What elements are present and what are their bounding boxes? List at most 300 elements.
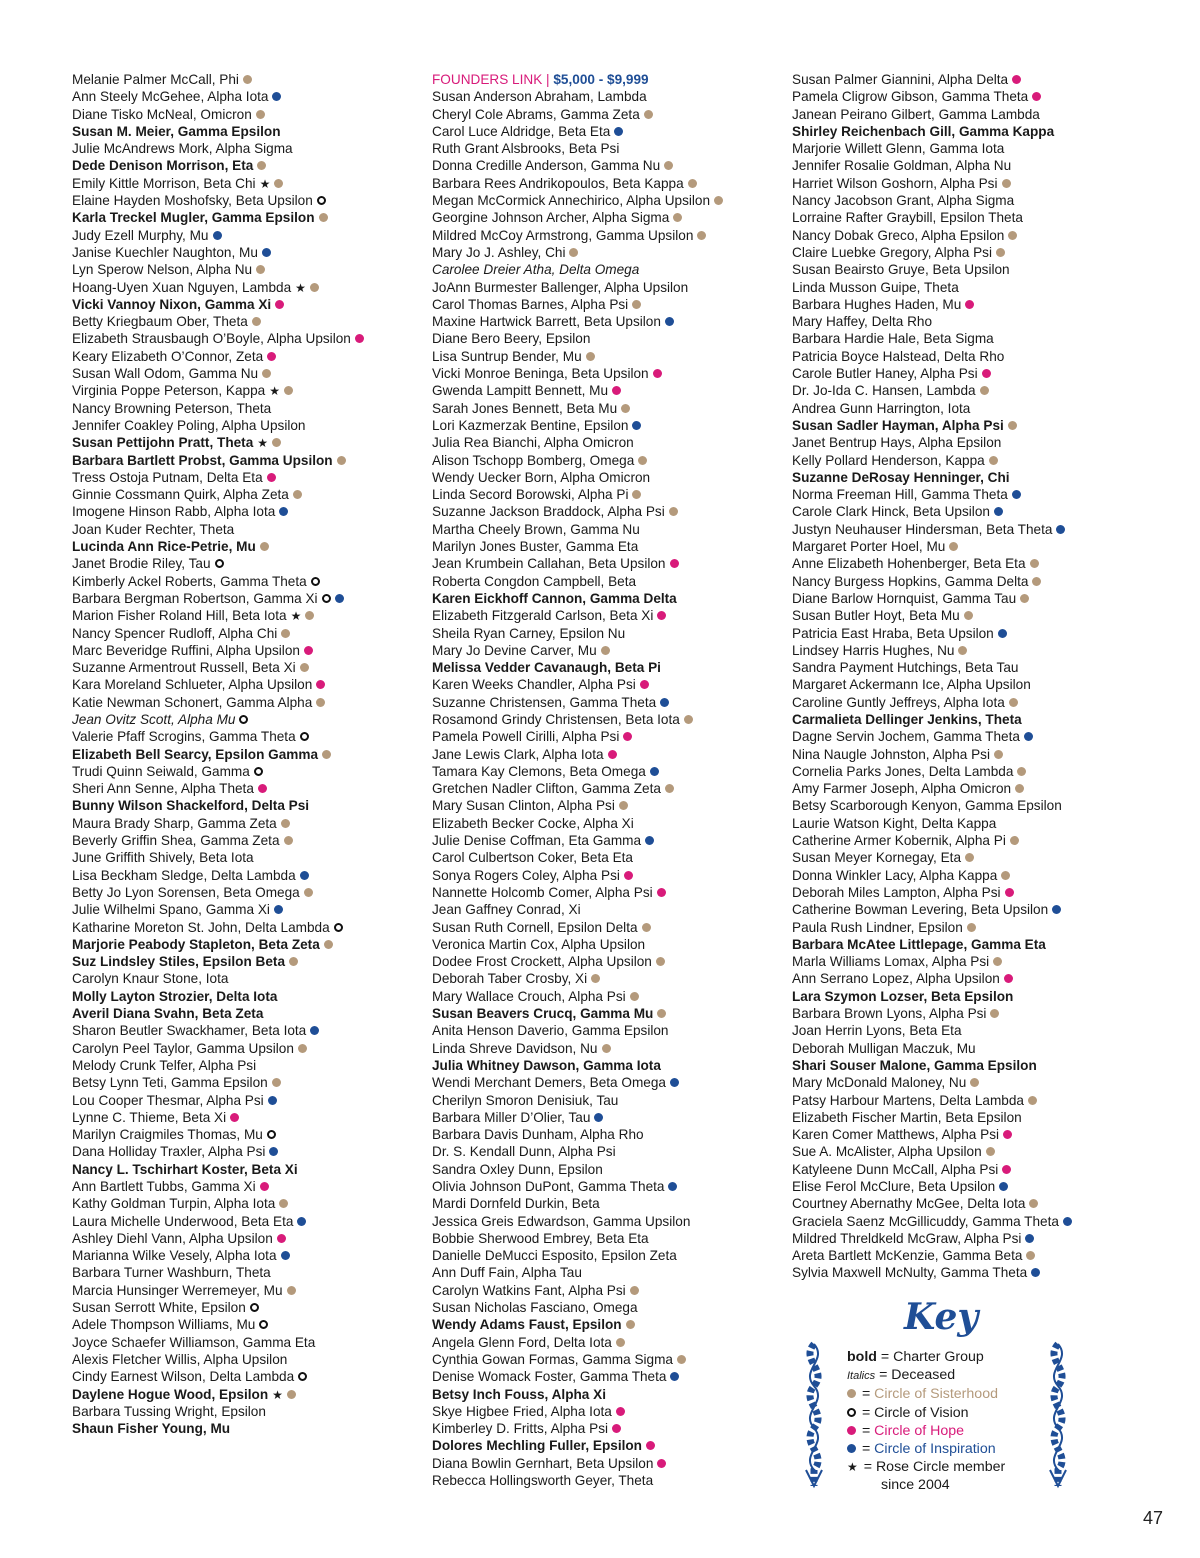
donor-entry	[72, 313, 364, 330]
donor-name: Lyn Sperow Nelson, Alpha Nu	[72, 262, 253, 278]
donor-entry	[72, 88, 364, 105]
donor-name: Shari Souser Malone, Gamma Epsilon	[792, 1057, 1037, 1073]
donor-name: Barbara Bergman Robertson, Gamma Xi	[72, 590, 318, 606]
donor-entry	[432, 1316, 723, 1333]
donor-entry	[792, 521, 1072, 538]
donor-name: Denise Womack Foster, Gamma Theta	[432, 1369, 667, 1385]
donor-entry	[792, 1057, 1072, 1074]
circle-of-inspiration-icon	[670, 1372, 679, 1381]
circle-of-sisterhood-icon	[714, 196, 723, 205]
circle-of-inspiration-icon	[1025, 1234, 1034, 1243]
donor-name: Olivia Johnson DuPont, Gamma Theta	[432, 1179, 665, 1194]
donor-entry	[72, 555, 364, 572]
donor-name: Elizabeth Becker Cocke, Alpha Xi	[432, 815, 634, 831]
donor-name: Shirley Reichenbach Gill, Gamma Kappa	[792, 123, 1055, 139]
donor-column-1	[72, 71, 364, 1437]
donor-name: Carolee Dreier Atha, Delta Omega	[432, 262, 640, 278]
key-description: Circle of Inspiration	[874, 1441, 996, 1458]
circle-of-sisterhood-icon	[996, 248, 1005, 257]
donor-entry	[72, 694, 364, 711]
donor-name: Diane Bero Beery, Epsilon	[432, 331, 591, 347]
donor-entry	[432, 365, 723, 382]
circle-of-hope-icon	[657, 611, 666, 620]
donor-entry	[792, 1092, 1072, 1109]
donor-name: Wendi Merchant Demers, Beta Omega	[432, 1075, 666, 1091]
donor-entry	[432, 417, 723, 434]
circle-of-hope-icon	[267, 352, 276, 361]
donor-entry	[432, 1282, 723, 1299]
donor-entry	[72, 503, 364, 520]
donor-name: Pamela Cligrow Gibson, Gamma Theta	[792, 89, 1029, 105]
donor-entry	[432, 1213, 723, 1230]
donor-name: Catherine Armer Kobernik, Alpha Pi	[792, 833, 1006, 849]
donor-entry	[432, 625, 723, 642]
donor-entry	[792, 400, 1072, 417]
donor-name: Janet Brodie Riley, Tau	[72, 556, 211, 572]
key-legend	[792, 1296, 1082, 1496]
key-row	[847, 1458, 1005, 1476]
donor-entry	[792, 348, 1072, 365]
circle-of-sisterhood-icon	[289, 957, 298, 966]
key-description: Circle of Hope	[874, 1422, 965, 1439]
donor-entry	[792, 313, 1072, 330]
donor-name: Amy Farmer Joseph, Alpha Omicron	[792, 781, 1012, 797]
donor-entry	[72, 573, 364, 590]
donor-name: Julie Wilhelmi Spano, Gamma Xi	[72, 902, 270, 918]
donor-entry	[792, 936, 1072, 953]
donor-name: Lisa Beckham Sledge, Delta Lambda	[72, 867, 296, 883]
donor-entry	[792, 296, 1072, 313]
donor-name: Janean Peirano Gilbert, Gamma Lambda	[792, 106, 1040, 122]
circle-of-hope-icon	[657, 1459, 666, 1468]
donor-entry	[432, 659, 723, 676]
circle-of-sisterhood-icon	[300, 663, 309, 672]
donor-entry	[72, 140, 364, 157]
donor-entry	[792, 849, 1072, 866]
donor-name: Carole Clark Hinck, Beta Upsilon	[792, 504, 990, 520]
circle-of-inspiration-icon	[994, 507, 1003, 516]
donor-entry	[72, 1092, 364, 1109]
rope-ornament-right-icon	[1042, 1340, 1074, 1490]
key-style-sample: Italics	[847, 1370, 876, 1383]
donor-entry	[432, 1178, 723, 1195]
donor-entry	[432, 901, 723, 918]
donor-name: Veronica Martin Cox, Alpha Upsilon	[432, 936, 646, 952]
donor-name: Caroline Guntly Jeffreys, Alpha Iota	[792, 694, 1005, 710]
donor-name: Janet Bentrup Hays, Alpha Epsilon	[792, 435, 1002, 451]
donor-name: Joan Kuder Rechter, Theta	[72, 521, 235, 537]
circle-of-sisterhood-icon	[256, 265, 265, 274]
donor-name: Karen Weeks Chandler, Alpha Psi	[432, 677, 636, 693]
donor-name: Joyce Schaefer Williamson, Gamma Eta	[72, 1334, 316, 1350]
donor-name: Justyn Neuhauser Hindersman, Beta Theta	[792, 521, 1053, 537]
circle-of-sisterhood-icon	[657, 1009, 666, 1018]
donor-entry	[72, 590, 364, 607]
donor-entry	[432, 1386, 723, 1403]
donor-entry	[72, 538, 364, 555]
donor-entry	[432, 244, 723, 261]
donor-name: Karen Comer Matthews, Alpha Psi	[792, 1127, 1000, 1143]
donor-entry	[432, 521, 723, 538]
circle-of-hope-icon	[982, 369, 991, 378]
donor-name: Kelly Pollard Henderson, Kappa	[792, 452, 985, 468]
donor-name: Patsy Harbour Martens, Delta Lambda	[792, 1092, 1024, 1108]
donor-entry	[792, 1264, 1072, 1281]
circle-of-sisterhood-icon	[337, 456, 346, 465]
key-equals: =	[875, 1367, 892, 1384]
donor-name: Tress Ostoja Putnam, Delta Eta	[72, 469, 263, 485]
donor-entry	[432, 642, 723, 659]
donor-name: Sue A. McAlister, Alpha Upsilon	[792, 1144, 982, 1160]
donor-entry	[792, 555, 1072, 572]
donor-name: Suzanne Jackson Braddock, Alpha Psi	[432, 504, 665, 520]
donor-entry	[792, 140, 1072, 157]
donor-entry	[432, 711, 723, 728]
circle-of-sisterhood-icon	[664, 161, 673, 170]
donor-entry	[432, 486, 723, 503]
circle-of-sisterhood-icon	[638, 456, 647, 465]
circle-of-sisterhood-icon	[1009, 698, 1018, 707]
donor-name: Jane Lewis Clark, Alpha Iota	[432, 746, 604, 762]
donor-name: Jennifer Coakley Poling, Alpha Upsilon	[72, 417, 306, 433]
donor-entry	[432, 815, 723, 832]
donor-entry	[792, 71, 1072, 88]
donor-name: Tamara Kay Clemons, Beta Omega	[432, 763, 646, 779]
circle-of-sisterhood-icon	[994, 750, 1003, 759]
donor-entry	[72, 175, 364, 192]
donor-name: Marc Beveridge Ruffini, Alpha Upsilon	[72, 642, 300, 658]
circle-of-sisterhood-icon	[281, 819, 290, 828]
donor-name: Laura Michelle Underwood, Beta Eta	[72, 1213, 294, 1229]
donor-name: Daylene Hogue Wood, Epsilon	[72, 1386, 269, 1402]
donor-name: Donna Credille Anderson, Gamma Nu	[432, 158, 661, 174]
circle-of-sisterhood-icon	[257, 161, 266, 170]
donor-entry	[432, 313, 723, 330]
donor-name: Catherine Bowman Levering, Beta Upsilon	[792, 902, 1049, 918]
donor-entry	[432, 1334, 723, 1351]
donor-entry	[792, 1161, 1072, 1178]
donor-entry	[792, 88, 1072, 105]
donor-entry	[72, 1178, 364, 1195]
circle-of-vision-icon	[847, 1408, 856, 1417]
key-equals: =	[858, 1422, 875, 1439]
donor-entry	[72, 849, 364, 866]
donor-name: Barbara McAtee Littlepage, Gamma Eta	[792, 936, 1046, 952]
donor-entry	[72, 797, 364, 814]
donor-name: Laurie Watson Kight, Delta Kappa	[792, 815, 997, 831]
donor-name: Shaun Fisher Young, Mu	[72, 1421, 231, 1437]
donor-entry	[792, 330, 1072, 347]
donor-entry	[432, 1455, 723, 1472]
donor-entry	[432, 106, 723, 123]
donor-name: Cheryl Cole Abrams, Gamma Zeta	[432, 106, 640, 122]
donor-name: Carol Luce Aldridge, Beta Eta	[432, 123, 611, 139]
donor-entry	[792, 867, 1072, 884]
circle-of-sisterhood-icon	[965, 853, 974, 862]
donor-name: Suzanne DeRosay Henninger, Chi	[792, 469, 1010, 485]
circle-of-sisterhood-icon	[274, 179, 283, 188]
circle-of-inspiration-icon	[297, 1217, 306, 1226]
donor-entry	[432, 1143, 723, 1160]
circle-of-inspiration-icon	[594, 1113, 603, 1122]
donor-name: Carole Butler Haney, Alpha Psi	[792, 366, 978, 382]
donor-entry	[792, 659, 1072, 676]
circle-of-hope-icon	[847, 1426, 856, 1435]
donor-name: Suzanne Armentrout Russell, Beta Xi	[72, 660, 296, 676]
donor-entry	[72, 832, 364, 849]
circle-of-sisterhood-icon	[949, 542, 958, 551]
donor-entry	[72, 884, 364, 901]
circle-of-sisterhood-icon	[243, 75, 252, 84]
donor-entry	[72, 452, 364, 469]
donor-entry	[792, 382, 1072, 399]
circle-of-hope-icon	[653, 369, 662, 378]
donor-entry	[432, 1005, 723, 1022]
circle-of-inspiration-icon	[665, 317, 674, 326]
donor-name: Kimberley D. Fritts, Alpha Psi	[432, 1421, 609, 1437]
donor-entry	[792, 486, 1072, 503]
circle-of-hope-icon	[965, 300, 974, 309]
donor-entry	[792, 261, 1072, 278]
key-description: Circle of Vision	[874, 1404, 969, 1421]
circle-of-inspiration-icon	[213, 231, 222, 240]
circle-of-hope-icon	[355, 334, 364, 343]
circle-of-sisterhood-icon	[256, 110, 265, 119]
donor-name: Betty Kriegbaum Ober, Theta	[72, 314, 248, 330]
donor-entry	[432, 728, 723, 745]
donor-entry	[792, 625, 1072, 642]
donor-entry	[432, 919, 723, 936]
donor-name: Betty Jo Lyon Sorensen, Beta Omega	[72, 884, 300, 900]
donor-name: Graciela Saenz McGillicuddy, Gamma Theta	[792, 1213, 1059, 1229]
donor-name: Barbara Turner Washburn, Theta	[72, 1265, 271, 1281]
key-equals: =	[858, 1404, 875, 1421]
donor-name: Julie Denise Coffman, Eta Gamma	[432, 833, 642, 849]
circle-of-vision-icon	[300, 732, 309, 741]
donor-entry	[792, 919, 1072, 936]
rope-ornament-left-icon	[798, 1340, 830, 1490]
donor-name: Nancy Spencer Rudloff, Alpha Chi	[72, 625, 278, 641]
donor-name: Vicki Vannoy Nixon, Gamma Xi	[72, 296, 272, 312]
circle-of-sisterhood-icon	[1032, 577, 1041, 586]
donor-name: Lynne C. Thieme, Beta Xi	[72, 1109, 227, 1125]
circle-of-sisterhood-icon	[1010, 836, 1019, 845]
circle-of-hope-icon	[230, 1113, 239, 1122]
circle-of-sisterhood-icon	[630, 992, 639, 1001]
donor-name: Barbara Davis Dunham, Alpha Rho	[432, 1127, 644, 1143]
circle-of-inspiration-icon	[645, 836, 654, 845]
donor-entry	[792, 1022, 1072, 1039]
donor-entry	[432, 1161, 723, 1178]
circle-of-sisterhood-icon	[669, 507, 678, 516]
donor-entry	[72, 659, 364, 676]
circle-of-sisterhood-icon	[322, 750, 331, 759]
donor-name: Susan Sadler Hayman, Alpha Psi	[792, 417, 1004, 433]
key-row	[847, 1385, 1005, 1403]
donor-name: Marjorie Willett Glenn, Gamma Iota	[792, 141, 1005, 157]
donor-name: Cherilyn Smoron Denisiuk, Tau	[432, 1092, 619, 1108]
donor-entry	[792, 209, 1072, 226]
circle-of-inspiration-icon	[268, 1096, 277, 1105]
donor-name: Vicki Monroe Beninga, Beta Upsilon	[432, 366, 649, 382]
donor-name: Marla Williams Lomax, Alpha Psi	[792, 954, 990, 970]
donor-name: Mary Haffey, Delta Rho	[792, 314, 933, 330]
circle-of-sisterhood-icon	[616, 1338, 625, 1347]
donor-name: Marjorie Peabody Stapleton, Beta Zeta	[72, 936, 320, 952]
donor-name: Deborah Taber Crosby, Xi	[432, 971, 588, 987]
donor-entry	[792, 953, 1072, 970]
donor-name: Elaine Hayden Moshofsky, Beta Upsilon	[72, 193, 313, 209]
donor-entry	[792, 279, 1072, 296]
circle-of-hope-icon	[608, 750, 617, 759]
donor-entry	[432, 763, 723, 780]
key-row	[847, 1476, 1005, 1494]
donor-entry	[72, 434, 364, 451]
key-equals: =	[859, 1459, 876, 1476]
donor-entry	[432, 1403, 723, 1420]
circle-of-inspiration-icon	[281, 1251, 290, 1260]
donor-entry	[432, 1040, 723, 1057]
donor-entry	[72, 815, 364, 832]
circle-of-sisterhood-icon	[619, 801, 628, 810]
circle-of-hope-icon	[1004, 974, 1013, 983]
donor-entry	[72, 1074, 364, 1091]
donor-name: Elizabeth Strausbaugh O’Boyle, Alpha Upsilon	[72, 331, 351, 347]
circle-of-vision-icon	[311, 577, 320, 586]
circle-of-sisterhood-icon	[632, 300, 641, 309]
donor-entry	[432, 157, 723, 174]
donor-name: Dede Denison Morrison, Eta	[72, 158, 254, 174]
donor-entry	[72, 209, 364, 226]
key-list	[847, 1348, 1005, 1495]
donor-entry	[72, 365, 364, 382]
donor-entry	[432, 123, 723, 140]
donor-entry	[72, 676, 364, 693]
rose-circle-star-icon: ★	[257, 436, 269, 451]
circle-of-hope-icon	[258, 784, 267, 793]
donor-name: Ashley Diehl Vann, Alpha Upsilon	[72, 1230, 273, 1246]
donor-entry	[72, 1368, 364, 1385]
donor-name: Wendy Uecker Born, Alpha Omicron	[432, 469, 651, 485]
circle-of-sisterhood-icon	[630, 1286, 639, 1295]
donor-name: Gwenda Lampitt Bennett, Mu	[432, 383, 609, 399]
circle-of-sisterhood-icon	[989, 456, 998, 465]
donor-name: Hoang-Uyen Xuan Nguyen, Lambda	[72, 279, 292, 295]
donor-entry	[432, 884, 723, 901]
circle-of-inspiration-icon	[1024, 732, 1033, 741]
circle-of-sisterhood-icon	[298, 1044, 307, 1053]
donor-name: Paula Rush Lindner, Epsilon	[792, 919, 963, 935]
donor-name: Molly Layton Strozier, Delta Iota	[72, 988, 278, 1004]
donor-name: Anne Elizabeth Hohenberger, Beta Eta	[792, 556, 1026, 572]
donor-name: Katharine Moreton St. John, Delta Lambda	[72, 919, 330, 935]
donor-name: Lisa Suntrup Bender, Mu	[432, 348, 582, 364]
donor-entry	[72, 1040, 364, 1057]
donor-name: Melody Crunk Telfer, Alpha Psi	[72, 1057, 257, 1073]
circle-of-sisterhood-icon	[262, 369, 271, 378]
donor-entry	[72, 279, 364, 296]
donor-name: Nancy Browning Peterson, Theta	[72, 400, 272, 416]
donor-entry	[792, 1230, 1072, 1247]
donor-name: Diane Barlow Hornquist, Gamma Tau	[792, 590, 1017, 606]
donor-entry	[792, 988, 1072, 1005]
circle-of-sisterhood-icon	[644, 110, 653, 119]
circle-of-inspiration-icon	[999, 1182, 1008, 1191]
donor-name: Linda Shreve Davidson, Nu	[432, 1040, 598, 1056]
donor-entry	[432, 1299, 723, 1316]
donor-entry	[432, 832, 723, 849]
donor-name: Melissa Vedder Cavanaugh, Beta Pi	[432, 660, 661, 676]
circle-of-inspiration-icon	[300, 871, 309, 880]
circle-of-sisterhood-icon	[656, 957, 665, 966]
donor-entry	[792, 815, 1072, 832]
circle-of-sisterhood-icon	[684, 715, 693, 724]
donor-name: Jessica Greis Edwardson, Gamma Upsilon	[432, 1213, 691, 1229]
circle-of-sisterhood-icon	[665, 784, 674, 793]
circle-of-hope-icon	[640, 680, 649, 689]
circle-of-inspiration-icon	[650, 767, 659, 776]
donor-name: Suz Lindsley Stiles, Epsilon Beta	[72, 954, 286, 970]
key-row	[847, 1404, 1005, 1422]
donor-entry	[792, 711, 1072, 728]
donor-name: Susan Beavers Crucq, Gamma Mu	[432, 1006, 654, 1022]
donor-entry	[792, 832, 1072, 849]
donor-name: Rebecca Hollingsworth Geyer, Theta	[432, 1473, 654, 1489]
key-description: Charter Group	[893, 1349, 984, 1365]
circle-of-sisterhood-icon	[305, 611, 314, 620]
circle-of-sisterhood-icon	[677, 1355, 686, 1364]
key-row	[847, 1366, 1005, 1385]
circle-of-hope-icon	[1005, 888, 1014, 897]
circle-of-inspiration-icon	[279, 507, 288, 516]
donor-name: Susan Beairsto Gruye, Beta Upsilon	[792, 262, 1010, 278]
rose-circle-star-icon: ★	[259, 176, 271, 191]
circle-of-sisterhood-icon	[252, 317, 261, 326]
donor-name: Barbara Miller D’Olier, Tau	[432, 1109, 591, 1125]
donor-entry	[432, 279, 723, 296]
circle-of-sisterhood-icon	[621, 404, 630, 413]
circle-of-sisterhood-icon	[1001, 871, 1010, 880]
donor-entry	[432, 261, 723, 278]
circle-of-inspiration-icon	[274, 905, 283, 914]
donor-name: Martha Cheely Brown, Gamma Nu	[432, 521, 640, 537]
donor-entry	[432, 88, 723, 105]
circle-of-sisterhood-icon	[304, 888, 313, 897]
donor-name: Sheila Ryan Carney, Epsilon Nu	[432, 625, 626, 641]
donor-entry	[432, 140, 723, 157]
circle-of-hope-icon	[275, 300, 284, 309]
key-row	[847, 1440, 1005, 1458]
section-header-title: FOUNDERS LINK |	[432, 72, 554, 87]
circle-of-inspiration-icon	[272, 92, 281, 101]
circle-of-inspiration-icon	[269, 1147, 278, 1156]
donor-name: Ann Duff Fain, Alpha Tau	[432, 1265, 582, 1281]
donor-entry	[792, 123, 1072, 140]
donor-name: Katyleene Dunn McCall, Alpha Psi	[792, 1161, 999, 1177]
donor-entry	[792, 642, 1072, 659]
donor-entry	[72, 1386, 364, 1403]
donor-name: Sarah Jones Bennett, Beta Mu	[432, 400, 618, 416]
donor-name: Carolyn Knaur Stone, Iota	[72, 971, 229, 987]
donor-entry	[432, 1022, 723, 1039]
donor-entry	[72, 625, 364, 642]
donor-name: Anita Henson Daverio, Gamma Epsilon	[432, 1023, 669, 1039]
donor-entry	[72, 1299, 364, 1316]
donor-name: Mary Wallace Crouch, Alpha Psi	[432, 988, 626, 1004]
circle-of-sisterhood-icon	[260, 542, 269, 551]
donor-name: Lucinda Ann Rice-Petrie, Mu	[72, 539, 256, 555]
donor-name: Sandra Oxley Dunn, Epsilon	[432, 1161, 603, 1177]
